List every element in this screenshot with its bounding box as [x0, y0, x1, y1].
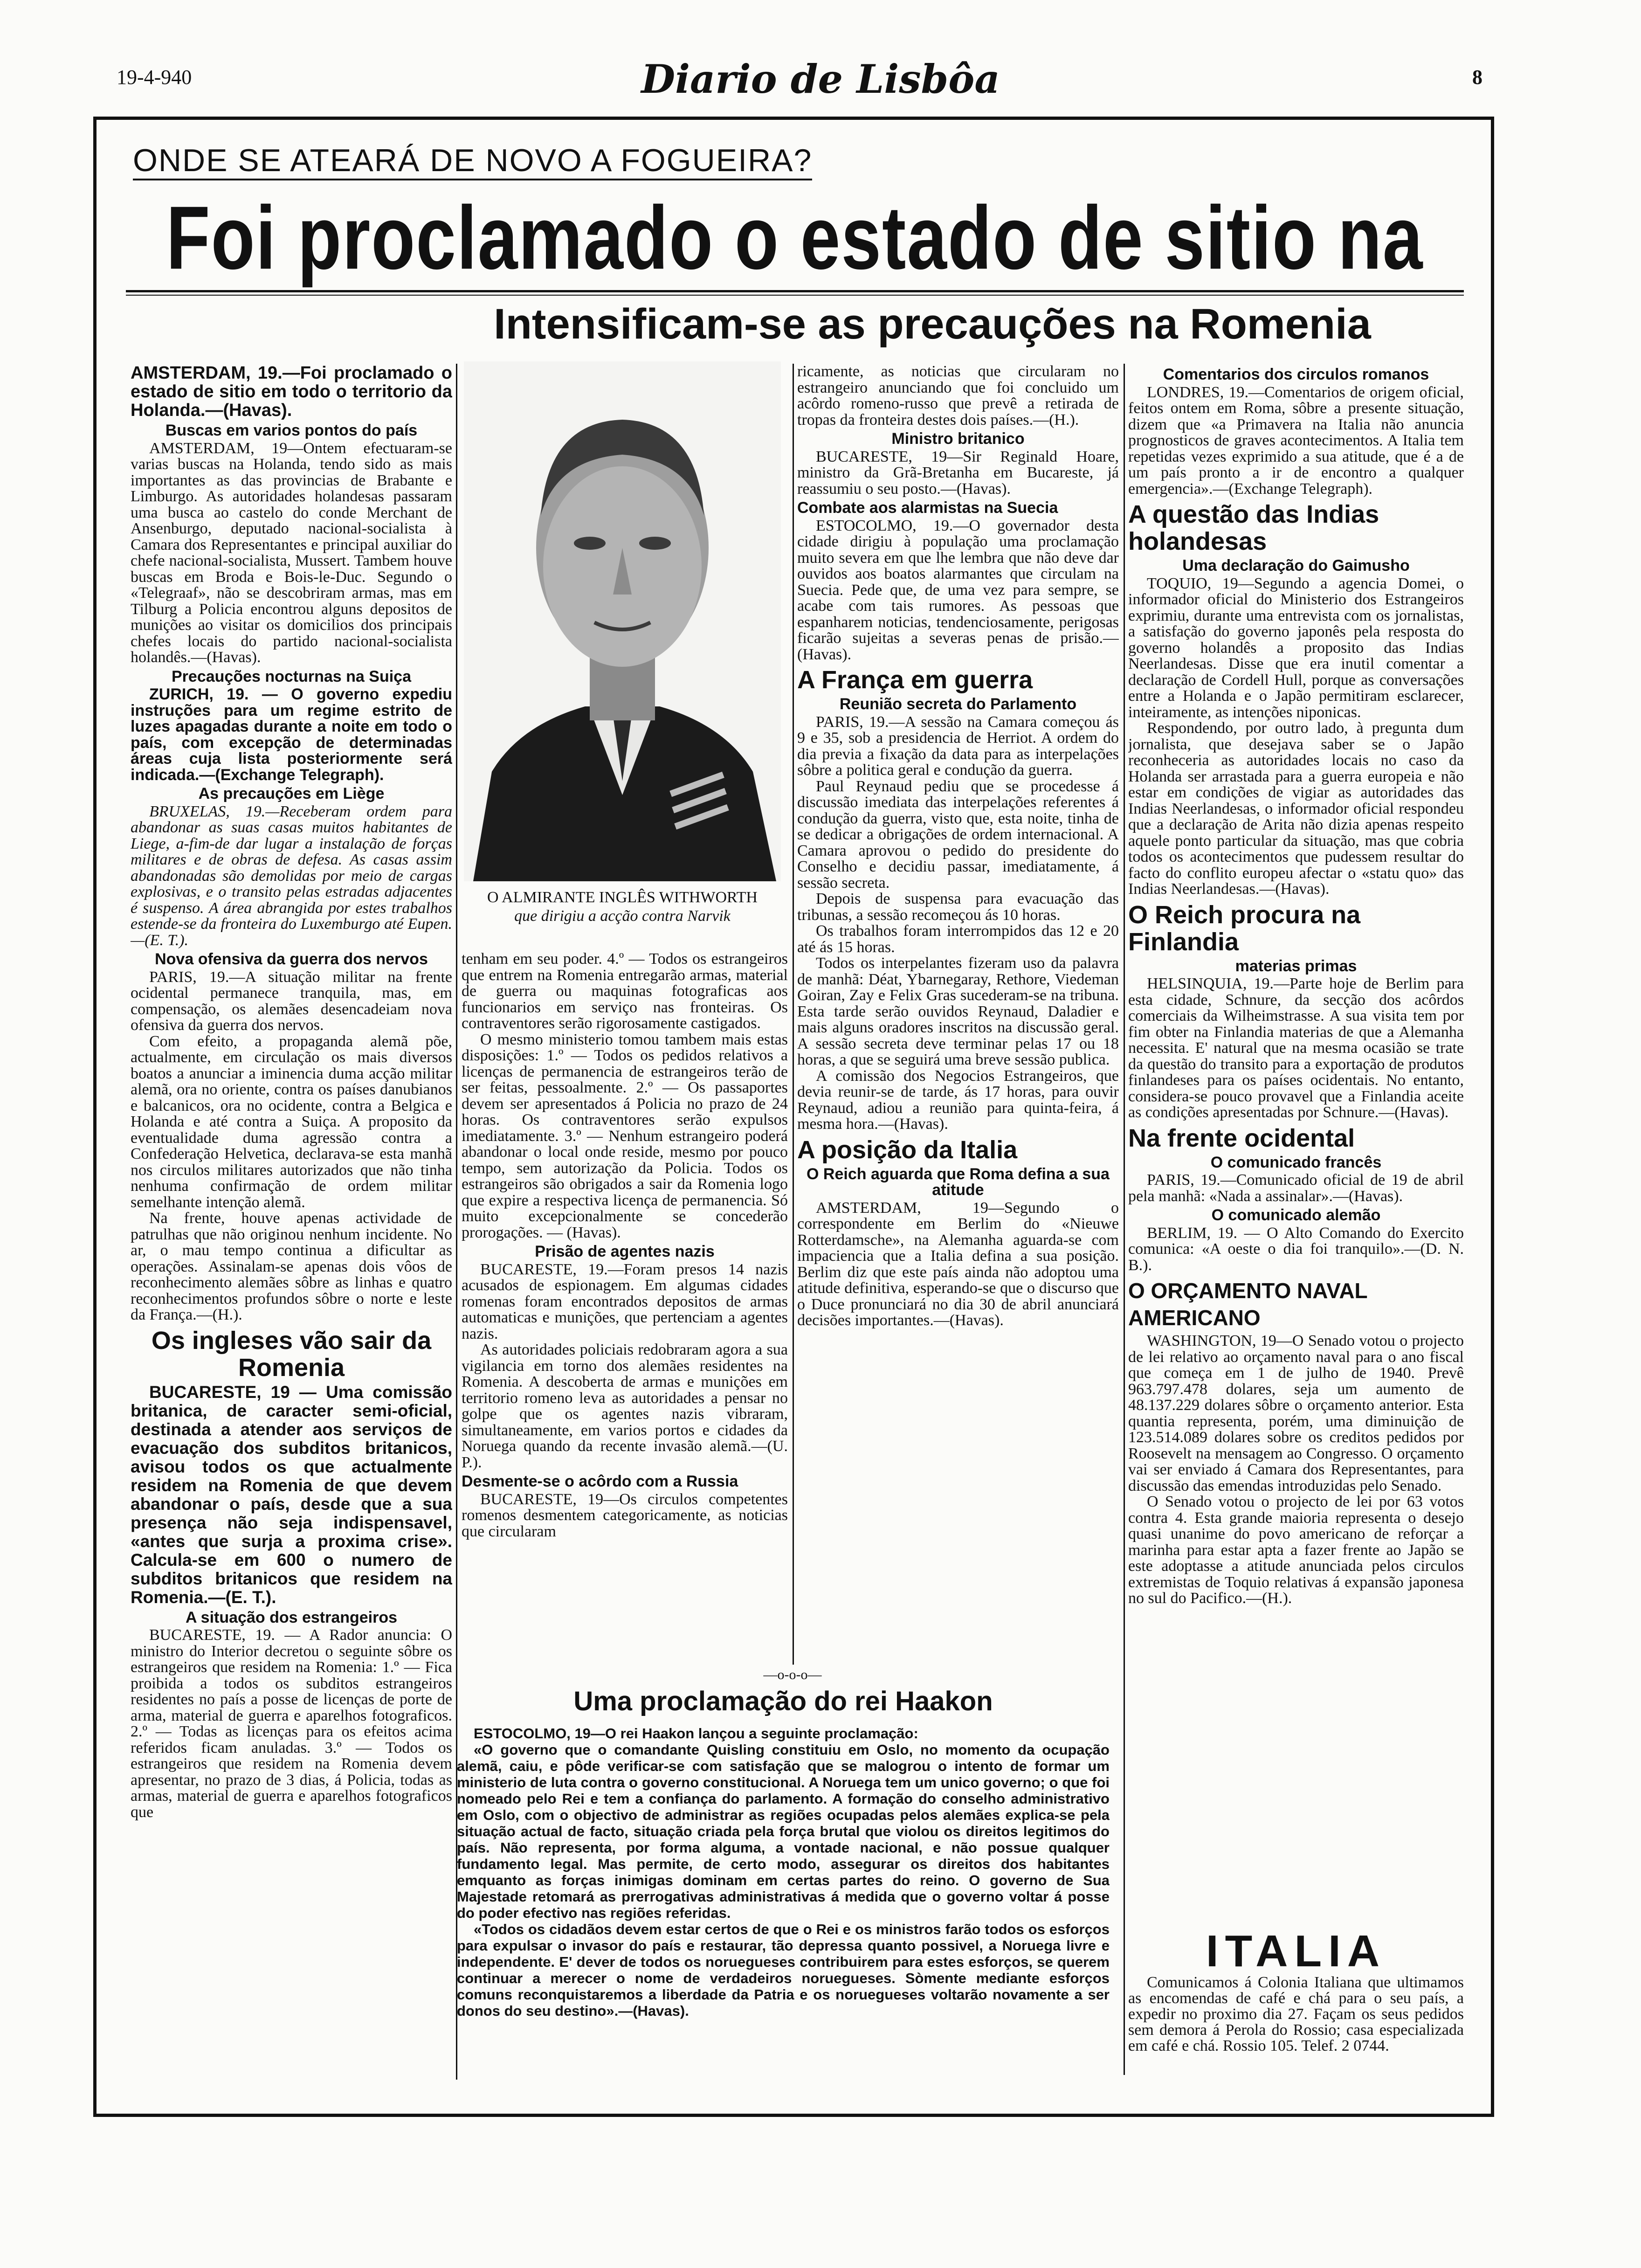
- column-divider: [1124, 364, 1125, 2075]
- paragraph: Na frente, houve apenas actividade de patrulhas que não originou nenhum incidente. No ar, o mau tempo continua a dificultar as operações. Assinalam-se apenas dois vôos de reconhecimento alemães sôbre as linhas e quatro reconhecimentos profundos sôbre o norte e leste da França.—(H.).: [131, 1210, 452, 1323]
- paragraph: ESTOCOLMO, 19.—O governador desta cidade dirigiu à população uma proclamação muito severa em que lhe lembra que não deve dar ouvidos aos boatos alarmantes que circulam na Suecia. Pede que, de uma vez para sempre, se acabe com tais rumores. As pessoas que espanharem noticias, tendenciosamente, perigosas ficarão sujeitas a severas penas de prisão.—(Havas).: [797, 517, 1119, 663]
- paragraph: TOQUIO, 19—Segundo a agencia Domei, o informador oficial do Ministerio dos Estrangeiros exprimiu, durante uma entrevista com os jornalistas, a satisfação do governo japonês pela resposta do governo holandês a proposito das Indias Neerlandesas. Disse que era inutil comentar a declaração de Cordell Hull, porque as conversações entre a Holanda e o Japão permitiram esclarecer, inteiramente, as intenções niponicas.: [1128, 574, 1464, 721]
- paragraph: BUCARESTE, 19. — A Rador anuncia: O ministro do Interior decretou o seguinte sôbre os estrangeiros que residem na Romenia: 1.º — Fica proibida a todos os subditos estrangeiros residentes no país a posse de licenças de porte de arma, material de guerra e aparelhos fotograficos. 2.º — Todas as licenças para os efeitos acima referidos ficam anuladas. 3.º — Todos os estrangeiros que residem na Romenia devem apresentar, no prazo de 3 dias, á Policia, todas as armas, material de guerra e aparelhos fotograficos que: [131, 1626, 452, 1821]
- headline-rule: [126, 290, 1464, 292]
- photo-caption: [455, 888, 790, 926]
- paragraph: PARIS, 19.—A sessão na Camara começou ás 9 e 35, sob a presidencia de Herriot. A ordem do dia previa a fixação da data para as interpelações sôbre a politica geral e condução da guerra.: [797, 713, 1119, 779]
- section-heading: A situação dos estrangeiros: [185, 1608, 398, 1626]
- paragraph: Paul Reynaud pediu que se procedesse á discussão imediata das interpelações referentes á condução da guerra, visto que, esta noite, tinha de se dedicar a obrigações de ordem internacional. A Camara aprovou o pedido do presidente do Conselho e decidiu passar, imediatamente, á sessão secreta.: [797, 777, 1119, 892]
- section-heading: Reunião secreta do Parlamento: [839, 695, 1077, 713]
- section-heading: Precauções nocturnas na Suiça: [172, 667, 411, 685]
- lead-paragraph: AMSTERDAM, 19.—Foi proclamado o estado de sitio em todo o territorio da Holanda.—(Havas).: [131, 364, 452, 420]
- paragraph: Com efeito, a propaganda alemã põe, actualmente, em circulação os mais diversos boatos a anunciar a iminencia duma acção militar alemã, ora no oriente, contra os países danubianos e balcanicos, ora no ocidente, contra a Belgica e Holanda e até contra a Suiça. A proposito da eventualidade duma agressão contra a Confederação Helvetica, declarava-se esta manhã nos circulos militares autorizados que não tinha nenhuma confirmação de ordem militar semelhante intenção alemã.: [131, 1032, 452, 1211]
- section-heading: Desmente-se o acôrdo com a Russia: [462, 1473, 738, 1490]
- section-headline: O Reich procura na Finlandia: [1128, 900, 1361, 956]
- section-headline: Os ingleses vão sair da Romenia: [151, 1326, 432, 1382]
- ornament: —o-o-o—: [763, 1667, 822, 1682]
- paragraph: ESTOCOLMO, 19—O rei Haakon lançou a seguinte proclamação:: [474, 1725, 918, 1742]
- portrait-image: [464, 361, 781, 881]
- paragraph: Depois de suspensa para evacuação das tribunas, a sessão recomeçou ás 10 horas.: [797, 890, 1119, 924]
- section-heading: Prisão de agentes nazis: [535, 1243, 715, 1260]
- subheadline: Intensificam-se as precauções na Romenia: [494, 300, 1371, 348]
- haakon-title: Uma proclamação do rei Haakon: [573, 1686, 993, 1716]
- column-2: [462, 951, 788, 1665]
- kicker: ONDE SE ATEARÁ DE NOVO A FOGUEIRA?: [133, 142, 812, 180]
- paragraph: AMSTERDAM, 19—Ontem efectuaram-se varias buscas na Holanda, tendo sido as mais importantes as das provincias de Brabante e Limburgo. As autoridades holandesas passaram uma busca ao castelo do conde Merchant de Ansenburgo, deputado nacional-socialista à Camara dos Representantes e principal auxiliar do chefe nacional-socialista, Mussert. Tambem houve buscas em Broda e Bois-le-Duc. Segundo o «Telegraaf», não se descobriram armas, mas em Tilburg a Policia encontrou alguns depositos de munições ao visitar os domicilios dos principais chefes locais do partido nacional-socialista holandês.—(Havas).: [131, 439, 452, 666]
- paragraph: ricamente, as noticias que circularam no estrangeiro anunciando que foi concluido um acôrdo romeno-russo que prevê a retirada de tropas da fronteira destes dois países.—(H.).: [797, 364, 1119, 429]
- section-heading: Uma declaração do Gaimusho: [1182, 557, 1410, 574]
- paragraph: WASHINGTON, 19—O Senado votou o projecto de lei relativo ao orçamento naval para o ano fiscal que começa em 1 de julho de 1940. Prevê 963.797.478 dolares, seja um aumento de 48.137.229 dolares sôbre o orçamento anterior. Esta quantia representa, porém, uma diminuição de 123.514.089 dolares sobre os creditos pedidos por Roosevelt na mensagem ao Congresso. O orçamento vai ser enviado á Camara dos Representantes, para discussão das emendas introduzidas pelo Senado.: [1128, 1332, 1464, 1494]
- paragraph: A comissão dos Negocios Estrangeiros, que devia reunir-se de tarde, ás 17 horas, para ouvir Reynaud, adiou a reunião para quinta-feira, á mesma hora.—(Havas).: [797, 1067, 1119, 1133]
- paragraph: LONDRES, 19.—Comentarios de origem oficial, feitos ontem em Roma, sôbre a presente situação, dizem que «a Primavera na Italia não anuncia prognosticos de graves acontecimentos. A Italia tem repetidas vezes exprimido a sua atitude, que é a de um país pronto a ir de encontro a qualquer emergencia».—(Exchange Telegraph).: [1128, 383, 1464, 498]
- section-heading: Comentarios dos circulos romanos: [1163, 366, 1429, 383]
- paragraph: Respondendo, por outro lado, à pregunta dum jornalista, que desejava saber se o Japão reconheceria as autoridades locais no caso da Holanda ser arrastada para a guerra europeia e não estar em condições de vigiar as autoridades das Indias Neerlandesas, o informador oficial respondeu que a declaração de Arita não dizia apenas respeito aquele ponto particular da situação, mas que cobria todos os acontecimentos que pudessem resultar do facto do conflito europeu afectar o «statu quo» das Indias Neerlandesas.—(Havas).: [1128, 719, 1464, 898]
- paragraph: Comunicamos á Colonia Italiana que ultimamos as encomendas de café e chá para o seu país, a expedir no proximo dia 27. Façam os seus pedidos sem demora á Perola do Rossio; casa especializada em café e chá. Rossio 105. Telef. 2 0744.: [1128, 1975, 1464, 2054]
- section-heading: materias primas: [1235, 957, 1357, 975]
- paragraph: AMSTERDAM, 19—Segundo o correspondente em Berlim do «Nieuwe Rotterdamsche», na Alemanha aguarda-se com impaciencia que a Italia defina a sua posição. Berlim diz que este país ainda não adoptou uma atitude definitiva, esperando-se que o discurso que o Duce pronunciará no dia 30 de abril anunciará decisões importantes.—(Havas).: [797, 1199, 1119, 1329]
- paragraph: Todos os interpelantes fizeram uso da palavra de manhã: Déat, Ybarnegaray, Rethore, Viedeman Goiran, Zay e Felix Gras sucederam-se na tribuna. Esta tarde serão ouvidos Reynaud, Daladier e mais alguns oradores inscritos na discussão geral. A sessão secreta deve terminar pelas 17 ou 18 horas, a que se seguirá uma breve sessão publica.: [797, 954, 1119, 1068]
- section-headline: Na frente ocidental: [1128, 1124, 1355, 1152]
- paragraph: «Todos os cidadãos devem estar certos de que o Rei e os ministros farão todos os esforços para expulsar o invasor do país e restaurar, tão depressa quanto possivel, a Noruega livre e independente. E' dever de todos os noruegueses contribuirem para estes esforços, se querem continuar a merecer o nome de verdadeiros noruegueses. Sòmente mediante esforços comuns reconquistaremos a liberdade da Patria e os noruegueses voltarão novamente a ser donos do seu destino».—(Havas).: [457, 1921, 1110, 2019]
- haakon-proclamation: [457, 1725, 1110, 2066]
- paragraph: tenham em seu poder. 4.º — Todos os estrangeiros que entrem na Romenia entregarão armas, material de guerra ou maquinas fotograficas aos funcionarios em serviço nas fronteiras. Os contraventores serão rigorosamente castigados.: [462, 951, 788, 1032]
- section-heading: Nova ofensiva da guerra dos nervos: [155, 950, 428, 968]
- caption-line-2: que dirigiu a acção contra Narvik: [514, 907, 731, 925]
- section-heading: Buscas em varios pontos do país: [165, 422, 418, 439]
- section-heading: O Reich aguarda que Roma defina a sua atitude: [807, 1165, 1110, 1199]
- paragraph: BERLIM, 19. — O Alto Comando do Exercito comunica: «A oeste o dia foi tranquilo».—(D. N. B.).: [1128, 1224, 1464, 1274]
- section-heading: Combate aos alarmistas na Suecia: [797, 499, 1058, 517]
- paragraph: BRUXELAS, 19.—Receberam ordem para abandonar as suas casas muitos habitantes de Liege, a-fim-de dar lugar a instalação de forças militares e de obras de defesa. As casas assim abandonadas são demolidas por meio de cargas explosivas, e o transito pelas estradas adjacentes é suspenso. A área abrangida por estes trabalhos estende-se da fronteira do Luxemburgo até Eupen.—(E. T.).: [131, 802, 452, 949]
- italia-ad-title: ITALIA: [1206, 1926, 1386, 1976]
- paragraph: BUCARESTE, 19 — Uma comissão britanica, de caracter semi-oficial, destinada a atender aos serviços de evacuação dos subditos britanicos, avisou todos os que actualmente residem na Romenia de que devem abandonar o país, desde que a sua presença não seja indispensavel, «antes que surja a proxima crise». Calcula-se em 600 o numero de subditos britanicos que residem na Romenia.—(E. T.).: [131, 1382, 452, 1607]
- paragraph: BUCARESTE, 19.—Foram presos 14 nazis acusados de espionagem. Em algumas cidades romenas foram encontrados depositos de armas automaticas e munições, que pertenciam a agentes nazis.: [462, 1260, 788, 1342]
- issue-date: 19-4-940: [117, 66, 192, 89]
- paragraph: O mesmo ministerio tomou tambem mais estas disposições: 1.º — Todos os pedidos relativos a licenças de permanencia de estrangeiros terão de ser feitas, pessoalmente. 2.º — Os passaportes devem ser apresentados á Policia no prazo de 24 horas. Os contraventores serão expulsos imediatamente. 3.º — Nenhum estrangeiro poderá abandonar o local onde reside, mesmo por pouco tempo, sem autorização da Policia. Todos os estrangeiros são obrigados a sair da Romenia logo que expire a respectiva licença de permanencia. Só muito excepcionalmente se concederão prorogações. — (Havas).: [462, 1030, 788, 1241]
- section-heading: O comunicado francês: [1210, 1153, 1382, 1171]
- paragraph: O Senado votou o projecto de lei por 63 votos contra 4. Esta grande maioria representa o desejo quasi unanime do povo americano de reforçar a marinha para estar apta a fazer frente ao Japão se este adoptasse a atitude anunciada pelos circulos extremistas de Toquio relativas á expansão japonesa no sul do Pacifico.—(H.).: [1128, 1493, 1464, 1607]
- headline-rule-thin: [126, 295, 1464, 296]
- section-headline: O ORÇAMENTO NAVAL AMERICANO: [1128, 1279, 1367, 1330]
- paragraph: PARIS, 19.—Comunicado oficial de 19 de abril pela manhã: «Nada a assinalar».—(Havas).: [1128, 1171, 1464, 1205]
- paragraph: ZURICH, 19. — O governo expediu instruções para um regime estrito de luzes apagadas durante a noite em todo o país, com excepção de determinadas áreas cuja lista posteriormente será indicada.—(Exchange Telegraph).: [131, 685, 452, 784]
- caption-line-1: O ALMIRANTE INGLÊS WITHWORTH: [487, 889, 758, 906]
- paragraph: BUCARESTE, 19—Sir Reginald Hoare, ministro da Grã-Bretanha em Bucareste, já reassumiu o seu posto.—(Havas).: [797, 448, 1119, 498]
- italia-ad-text: [1128, 1975, 1464, 2063]
- column-3: [797, 364, 1119, 1665]
- section-heading: As precauções em Liège: [198, 785, 385, 802]
- section-heading: O comunicado alemão: [1211, 1206, 1381, 1224]
- page-number: 8: [1472, 66, 1482, 89]
- section-headline: A questão das Indias holandesas: [1128, 500, 1379, 555]
- admiral-portrait: [464, 361, 781, 881]
- paragraph: Os trabalhos foram interrompidos das 12 e 20 até ás 15 horas.: [797, 922, 1119, 956]
- column-1: [131, 364, 452, 2080]
- section-headline: A posição da Italia: [797, 1135, 1018, 1164]
- paragraph: «O governo que o comandante Quisling constituiu em Oslo, no momento da ocupação alemã, caiu, e pôde verificar-se com satisfação que se malogrou o intento de formar um ministerio de luta contra o governo constitucional. A Noruega tem um unico governo; o que foi nomeado pelo Rei e tem a confiança do parlamento. A formação do conselho administrativo em Oslo, com o objectivo de administrar as regiões ocupadas pelos alemães explica-se pela situação actual de facto, situação criada pela força brutal que violou os direitos legitimos do país. Não representa, por forma alguma, a vontade nacional, e não possue qualquer fundamento legal. Mas permite, de certo modo, assegurar os direitos dos habitantes emquanto as forças inimigas dominam em certas partes do reino. O governo de Sua Majestade retomará as prerrogativas administrativas á medida que o governo voltar á posse do poder efectivo nas regiões referidas.: [457, 1742, 1110, 1921]
- column-4: [1128, 364, 1464, 1921]
- paragraph: BUCARESTE, 19—Os circulos competentes romenos desmentem categoricamente, as noticias que circularam: [462, 1490, 788, 1540]
- headline: Foi proclamado o estado de sitio na: [166, 187, 1424, 288]
- paragraph: As autoridades policiais redobraram agora a sua vigilancia em torno dos alemães residentes na Romenia. A descoberta de armas e munições em territorio romeno leva as autoridades a pensar no golpe que os agentes nazis vibraram, simultaneamente, em varios portos e cidades da Noruega quando da recente invasão alemã.—(U. P.).: [462, 1341, 788, 1471]
- section-heading: Ministro britanico: [891, 430, 1025, 448]
- paragraph: PARIS, 19.—A situação militar na frente ocidental permanece tranquila, mas, em compensação, os alemães desencadeiam nova ofensiva da guerra dos nervos.: [131, 968, 452, 1034]
- section-headline: A França em guerra: [797, 666, 1033, 694]
- paragraph: HELSINQUIA, 19.—Parte hoje de Berlim para esta cidade, Schnure, da secção dos acôrdos comerciais da Wilheimstrasse. A sua visita tem por fim obter na Finlandia materias de que a Alemanha necessita. E' natural que na mesma ocasião se trate da questão do transito para a exportação de produtos finlandeses para os países ocidentais. No entanto, considera-se pouco provavel que a Finlandia aceite as condições apresentadas por Schnure.—(Havas).: [1128, 975, 1464, 1121]
- column-divider: [793, 364, 794, 1665]
- masthead: Diario de Lisbôa: [641, 56, 1000, 102]
- page-header: [0, 56, 1641, 107]
